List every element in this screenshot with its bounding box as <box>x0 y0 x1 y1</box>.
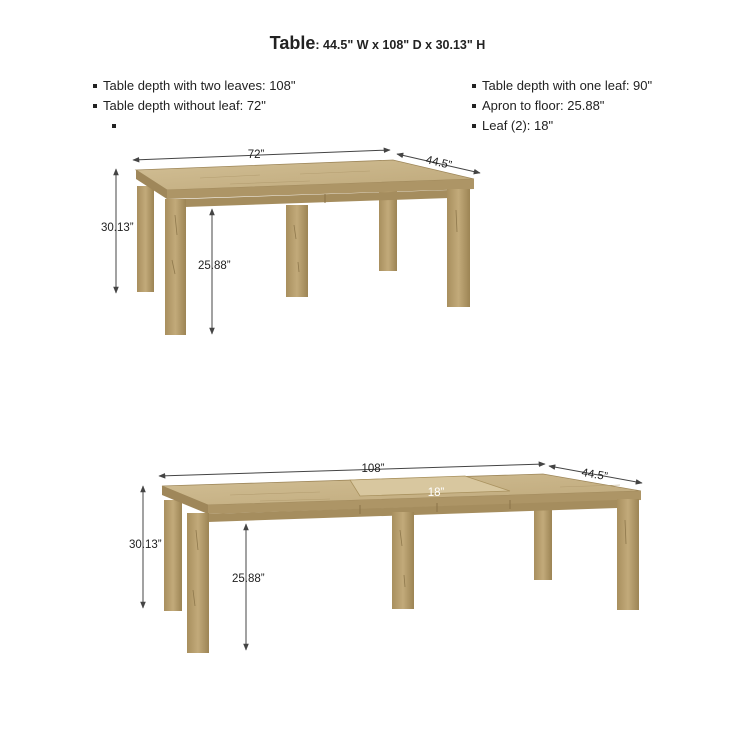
table-extended <box>129 463 642 653</box>
rear-leg-left <box>137 186 154 292</box>
spec-item: Table depth without leaf: 72" <box>93 96 296 116</box>
dim-label-leaf: 18” <box>427 487 445 499</box>
dim-label-length: 72” <box>247 149 265 161</box>
dim-label-width: 44.5” <box>424 154 453 172</box>
front-leg-right <box>617 499 639 610</box>
dim-label-apron: 25.88” <box>232 573 265 585</box>
table-closed <box>101 149 480 335</box>
spec-item: Apron to floor: 25.88" <box>472 96 652 116</box>
middle-leg <box>392 512 414 609</box>
middle-leg <box>286 205 308 297</box>
dim-label-height: 30.13” <box>101 222 134 234</box>
dim-label-length: 108” <box>361 463 385 475</box>
title-main: Table <box>269 33 316 53</box>
title-dimensions: : 44.5" W x 108" D x 30.13" H <box>315 38 486 52</box>
dim-label-width: 44.5” <box>580 466 609 484</box>
dim-line-length <box>159 464 545 476</box>
dim-label-height: 30.13” <box>129 539 162 551</box>
spec-item: Leaf (2): 18" <box>472 116 652 136</box>
front-leg-left <box>187 513 209 653</box>
rear-leg-left <box>164 500 182 611</box>
dim-label-apron: 25.88” <box>198 260 231 272</box>
front-leg-right <box>447 189 470 307</box>
spec-item: Table depth with two leaves: 108" <box>93 76 296 96</box>
spec-item: Table depth with one leaf: 90" <box>472 76 652 96</box>
